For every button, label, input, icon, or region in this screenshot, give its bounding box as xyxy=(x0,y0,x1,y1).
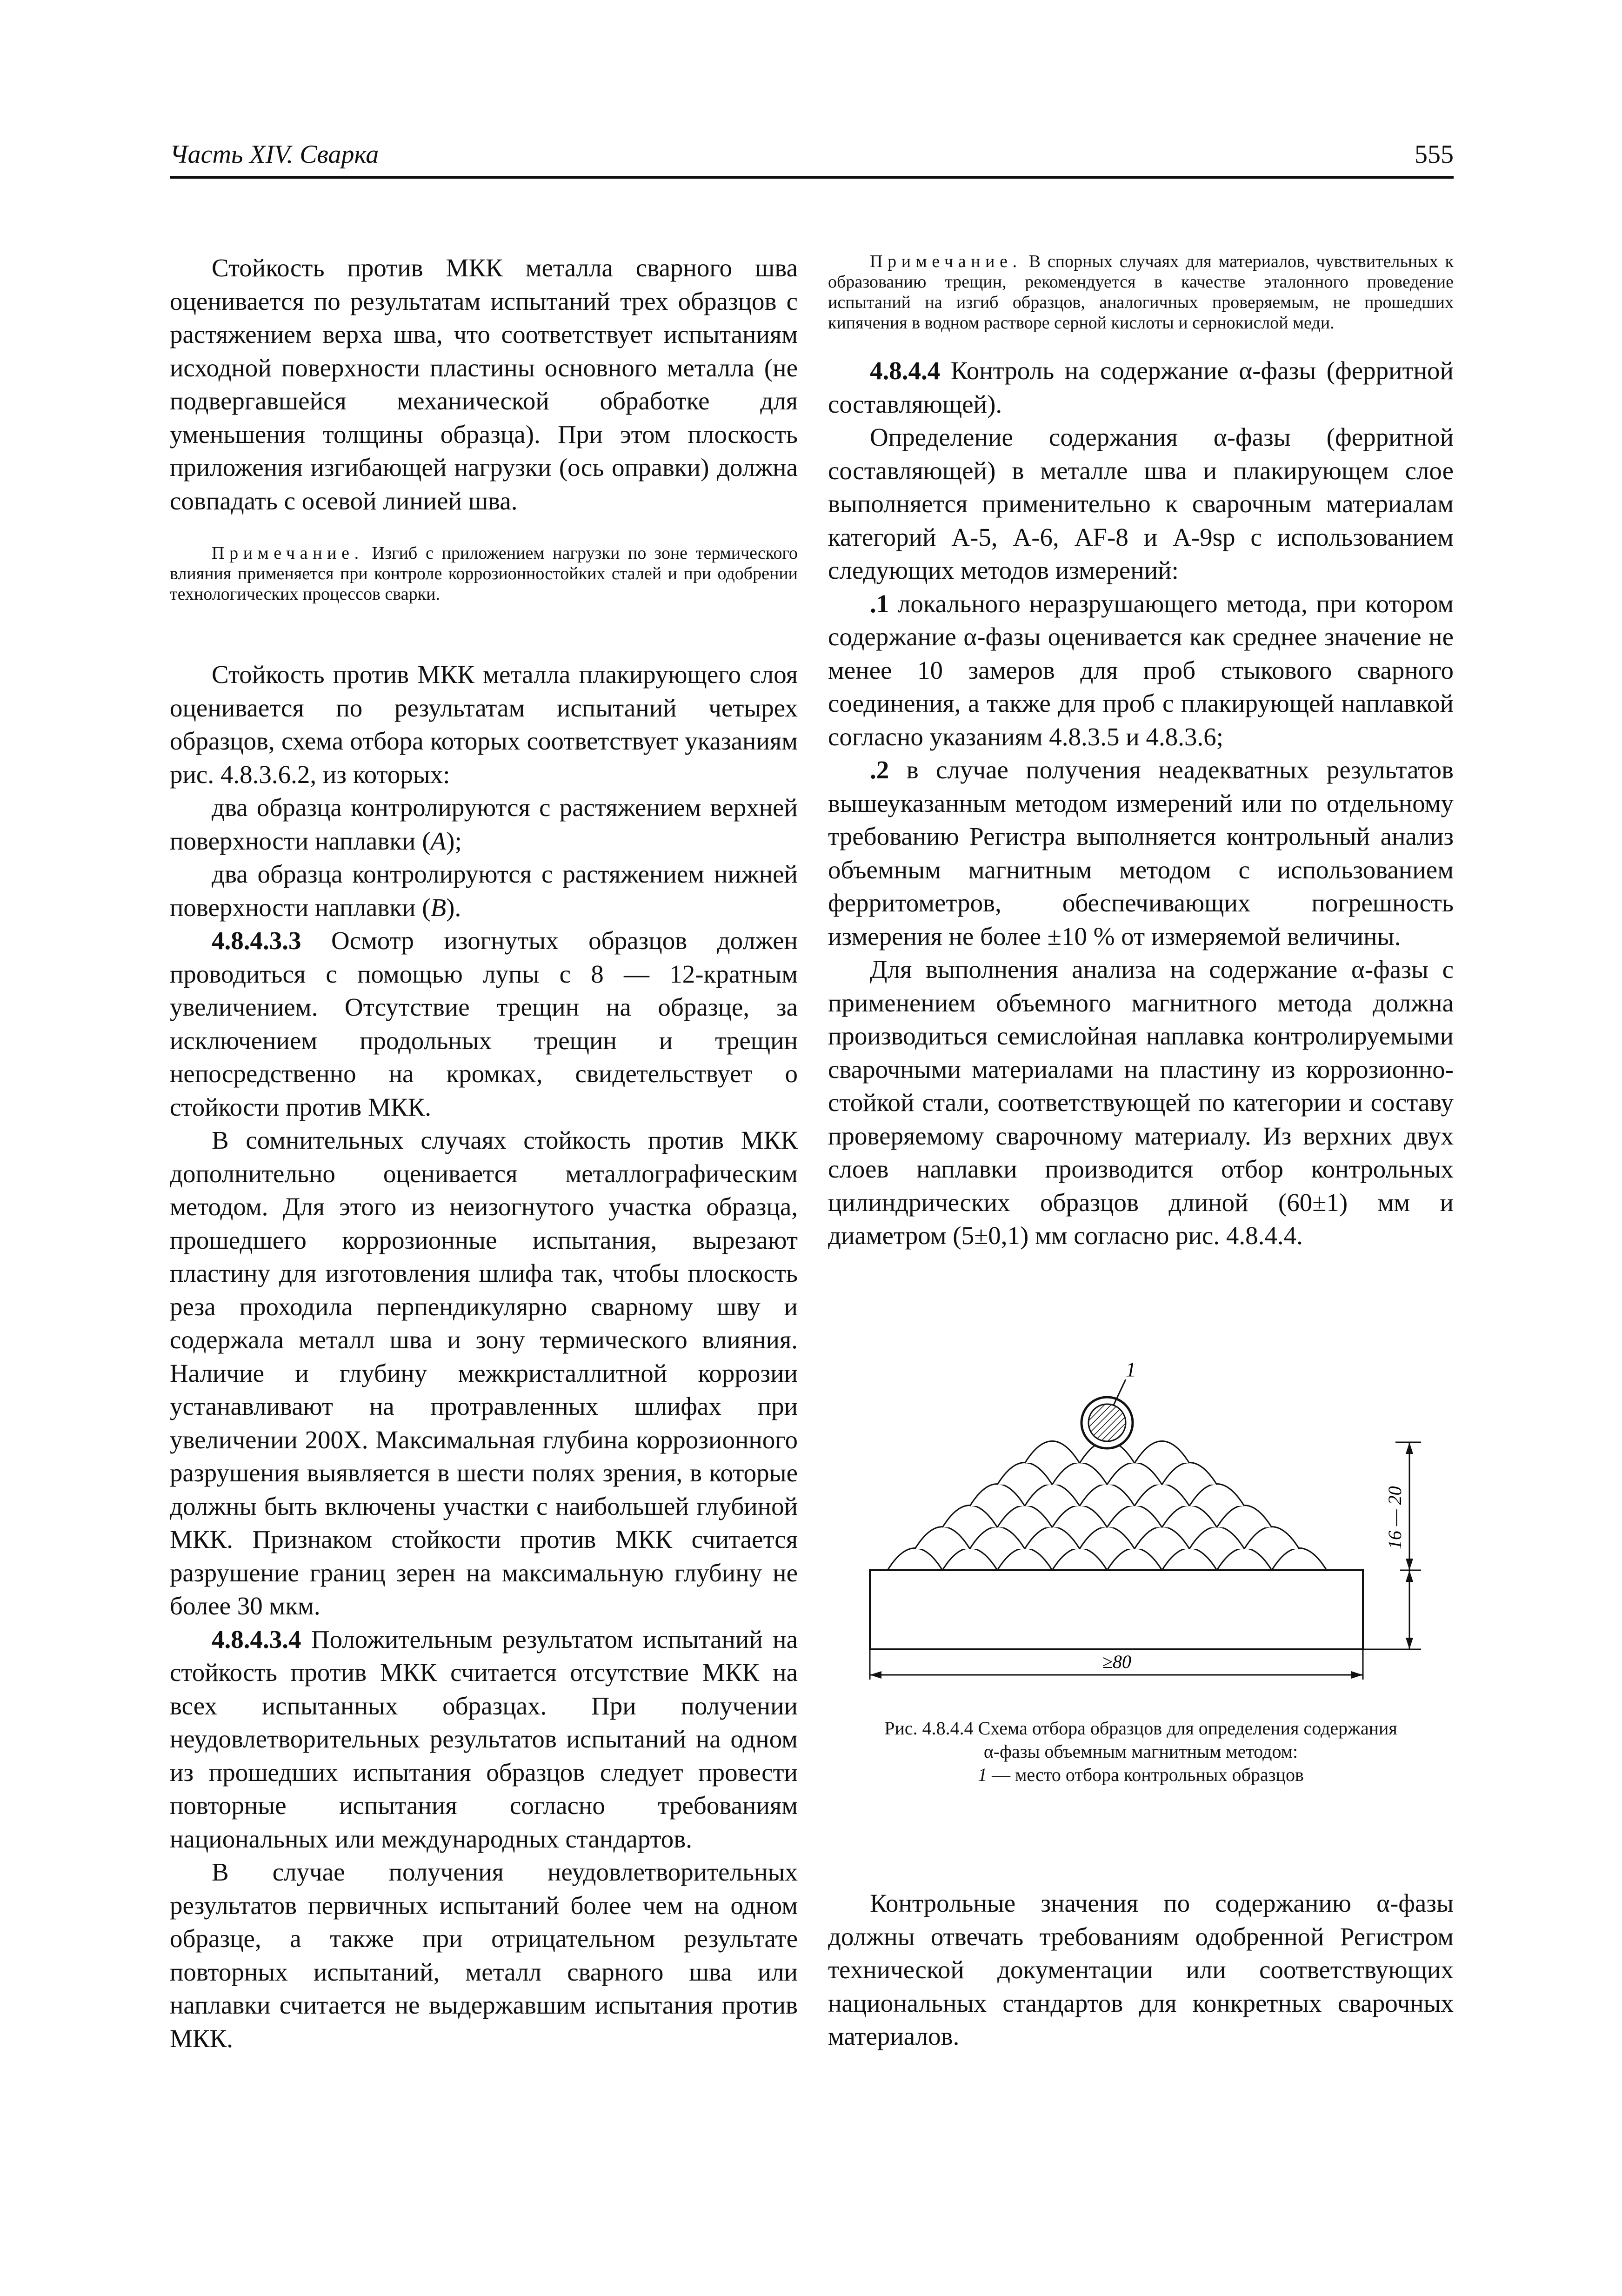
header-rule xyxy=(170,176,1454,179)
section-4-8-4-4: 4.8.4.4 Контроль на содержание α-фазы (ферритной составляющей). xyxy=(828,356,1454,418)
paragraph: Контрольные значения по содержанию α-фазы должны отвечать требованиям одобренной Регистром технической документации или соответствующих национальных стандартов для конкретных сварочных материалов. xyxy=(828,1889,1454,2050)
section-4-8-4-3-4: 4.8.4.3.4 Положительным результатом испытаний на стойкость против МКК считается отсутствие МКК на всех испытанных образцах. При получении неудовлетворительных результатов испытаний на одном из прошедших испытания образцов следует провести повторные испытания согласно требованиям национальных или международных стандартов. xyxy=(170,1625,798,1853)
weld-bead xyxy=(942,1506,997,1528)
weld-bead xyxy=(1217,1506,1272,1528)
note-text: Изгиб с приложением нагрузки по зоне термического влияния применяется при контроле коррозионностойких сталей и при одобрении технологических процессов сварки. xyxy=(170,543,798,604)
weld-bead xyxy=(1162,1506,1217,1528)
weld-bead xyxy=(1189,1527,1244,1549)
sample-hatched-core xyxy=(1088,1404,1126,1441)
weld-bead xyxy=(1217,1548,1272,1571)
weld-bead xyxy=(1025,1527,1080,1549)
weld-bead xyxy=(1189,1484,1244,1506)
dim-height-label: 16 — 20 xyxy=(1384,1486,1405,1549)
note-label: Примечание. xyxy=(212,543,364,563)
note-text: В спорных случаях для материалов, чувствительных к образованию трещин, рекомендуется в качестве эталонного проведение испытаний на изгиб образцов, аналогичных проверяемым, не прошедших кипячения в водном растворе серной кислоты и сернокислой меди. xyxy=(828,252,1454,333)
weld-bead xyxy=(1080,1484,1135,1506)
page-number: 555 xyxy=(1415,140,1454,169)
weld-bead xyxy=(1135,1441,1189,1464)
weld-bead xyxy=(915,1527,970,1549)
paragraph: Стойкость против МКК металла сварного шва оценивается по результатам испытаний трех образцов с растяжением верха шва, что соответствует испытаниям исходной поверхности пластины основного металла (не подвергавшейся механической обработке для уменьшения толщины образца). При этом плоскость приложения изгибающей нагрузки (ось оправки) должна совпадать с осевой линией шва. xyxy=(170,254,798,515)
weld-bead xyxy=(1244,1527,1299,1549)
right-column xyxy=(828,251,1454,1252)
weld-bead xyxy=(1052,1548,1107,1571)
paragraph: два образца контролируются с растяжением верхней поверхности наплавки (A); xyxy=(170,793,798,855)
weld-bead xyxy=(997,1548,1052,1571)
weld-bead xyxy=(1107,1506,1162,1528)
weld-bead xyxy=(1052,1506,1107,1528)
weld-bead xyxy=(997,1506,1052,1528)
paragraph: Для выполнения анализа на содержание α-фазы с применением объемного магнитного метода должна производиться семислойная наплавка контролируемыми сварочными материалами на пластину из коррозионно-стойкой стали, соответствующей по категории и составу проверяемому сварочному материалу. Из верхних двух слоев наплавки производится отбор контрольных цилиндрических образцов длиной (60±1) мм и диаметром (5±0,1) мм согласно рис. 4.8.4.4. xyxy=(828,955,1454,1250)
weld-bead xyxy=(1162,1548,1217,1571)
section-number: 4.8.4.3.3 xyxy=(212,926,301,955)
base-plate xyxy=(870,1570,1363,1649)
left-column xyxy=(170,251,798,2055)
running-title: Часть XIV. Сварка xyxy=(170,140,379,169)
weld-bead xyxy=(942,1548,997,1571)
weld-bead xyxy=(997,1463,1052,1485)
note xyxy=(828,251,1454,333)
figure-caption: Рис. 4.8.4.4 Схема отбора образцов для определения содержания α-фазы объемным магнитным методом: 1 — место отбора контрольных образцов xyxy=(884,1718,1397,1785)
right-column-bottom xyxy=(828,1887,1454,2053)
weld-bead-layers xyxy=(888,1441,1327,1571)
page-header xyxy=(170,140,1454,177)
note xyxy=(170,543,798,604)
list-item: .1 локального неразрушающего метода, при котором содержание α-фазы оценивается как среднее значение не менее 10 замеров для проб стыкового сварного соединения, а также для проб с плакирующей наплавкой согласно указаниям 4.8.3.5 и 4.8.3.6; xyxy=(828,589,1454,751)
weld-bead xyxy=(1025,1441,1080,1464)
section-4-8-4-3-3: 4.8.4.3.3 Осмотр изогнутых образцов должен проводиться с помощью лупы с 8 — 12-кратным увеличением. Отсутствие трещин на образце, за исключением продольных трещин и трещин непосредственно на кромках, свидетельствует о стойкости против МКК. xyxy=(170,926,798,1121)
paragraph: Определение содержания α-фазы (ферритной составляющей) в металле шва и плакирующем слое выполняется применительно к сварочным материалам категорий А-5, А-6, AF-8 и А-9sp с использованием следующих методов измерений: xyxy=(828,423,1454,584)
note-label: Примечание. xyxy=(870,252,1022,271)
paragraph: В сомнительных случаях стойкость против МКК дополнительно оценивается металлографическим методом. Для этого из неизогнутого участка образца, прошедшего коррозионные испытания, вырезают пластину для изготовления шлифа так, чтобы плоскость реза проходила перпендикулярно сварному шву и содержала металл шва и зону термического влияния. Наличие и глубину межкристаллитной коррозии устанавливают на протравленных шлифах при увеличении 200X. Максимальная глубина коррозионного разрушения выявляется в шести полях зрения, в которые должны быть включены участки с наибольшей глубиной МКК. Признаком стойкости против МКК считается разрушение границ зерен на максимальную глубину не более 30 мкм. xyxy=(170,1126,798,1620)
section-number: 4.8.4.3.4 xyxy=(212,1625,301,1653)
weld-bead xyxy=(888,1548,942,1571)
weld-bead xyxy=(1052,1463,1107,1485)
dim-width-label: ≥80 xyxy=(1102,1651,1131,1672)
figure-label-1: 1 xyxy=(1126,1359,1136,1381)
weld-bead xyxy=(970,1527,1025,1549)
paragraph: два образца контролируются с растяжением нижней поверхности наплавки (B). xyxy=(170,860,798,922)
weld-bead xyxy=(970,1484,1025,1506)
section-number: 4.8.4.4 xyxy=(870,356,941,385)
paragraph: В случае получения неудовлетворительных результатов первичных испытаний более чем на одном образце, а также при отрицательном результате повторных испытаний, металл сварного шва или наплавки считается не выдержавшим испытания против МКК. xyxy=(170,1858,798,2053)
weld-bead xyxy=(1135,1484,1189,1506)
weld-bead xyxy=(1135,1527,1189,1549)
figure-sampling-scheme xyxy=(828,1359,1454,1684)
weld-bead xyxy=(1107,1463,1162,1485)
weld-bead xyxy=(1025,1484,1080,1506)
weld-bead xyxy=(1080,1527,1135,1549)
list-item: .2 в случае получения неадекватных результатов вышеуказанным методом измерений или по отдельному требованию Регистра выполняется контрольный анализ объемным магнитным методом с использованием ферритометров, обеспечивающих погрешность измерения не более ±10 % от измеряемой величины. xyxy=(828,756,1454,951)
weld-bead xyxy=(1272,1548,1327,1571)
weld-bead xyxy=(1107,1548,1162,1571)
paragraph: Стойкость против МКК металла плакирующего слоя оценивается по результатам испытаний четырех образцов, схема отбора которых соответствует указаниям рис. 4.8.3.6.2, из которых: xyxy=(170,660,798,789)
weld-bead xyxy=(1162,1463,1217,1485)
